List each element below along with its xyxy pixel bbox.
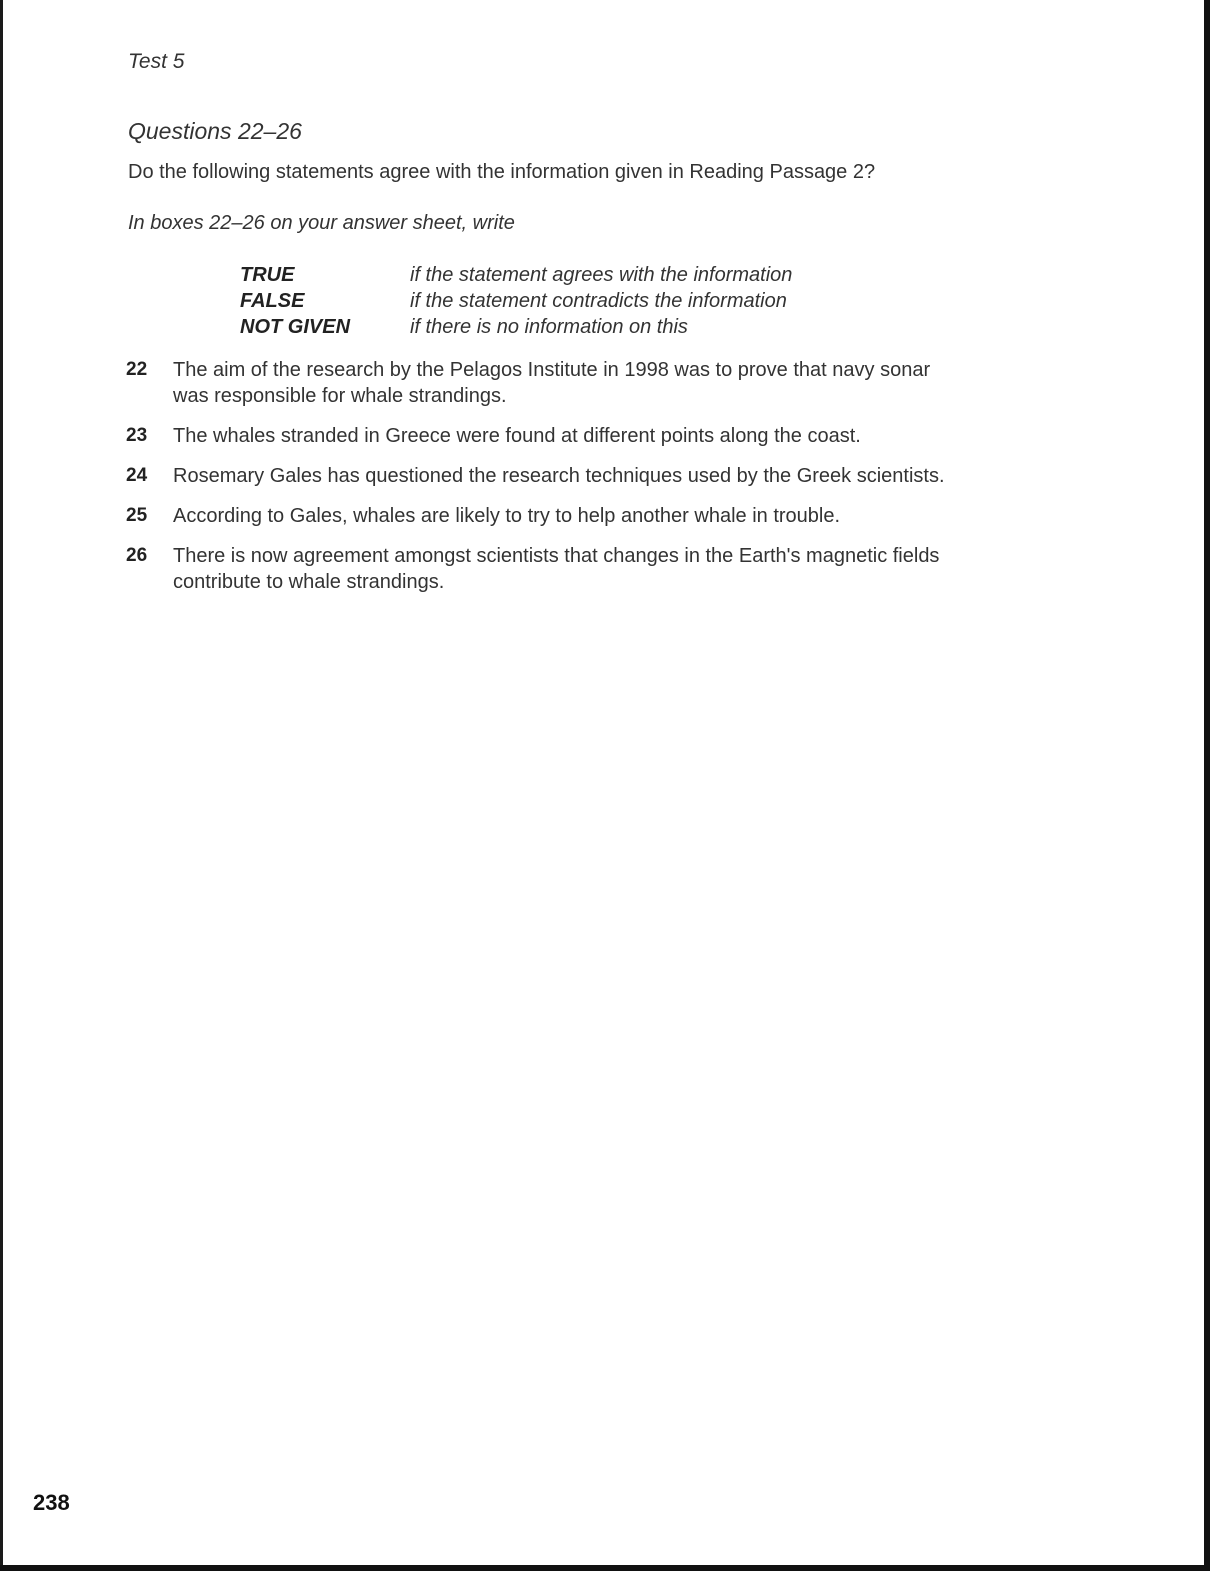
key-row-false xyxy=(240,290,792,316)
question-number: 22 xyxy=(126,359,148,380)
question-item xyxy=(126,463,966,489)
key-description: if the statement contradicts the information xyxy=(410,290,787,312)
question-number: 25 xyxy=(126,505,148,526)
scan-edge-left xyxy=(0,0,3,1571)
question-text: The whales stranded in Greece were found at different points along the coast. xyxy=(173,425,861,447)
running-head: Test 5 xyxy=(128,50,185,73)
key-label: FALSE xyxy=(240,290,305,312)
key-label: TRUE xyxy=(240,264,295,286)
scan-edge-bottom xyxy=(0,1565,1210,1571)
page-number: 238 xyxy=(33,1490,70,1515)
question-list xyxy=(126,357,966,609)
instruction-text: Do the following statements agree with the information given in Reading Passage 2? xyxy=(128,161,876,183)
question-text: According to Gales, whales are likely to try to help another whale in trouble. xyxy=(173,505,841,527)
answer-key-table xyxy=(240,264,792,342)
answer-instruction: In boxes 22–26 on your answer sheet, write xyxy=(128,212,515,234)
key-row-true xyxy=(240,264,792,290)
question-number: 23 xyxy=(126,425,148,446)
question-item xyxy=(126,357,966,409)
scan-edge-right xyxy=(1204,0,1210,1571)
key-row-not-given xyxy=(240,316,792,342)
question-text: There is now agreement amongst scientists that changes in the Earth's magnetic fields contribute to whale strandings. xyxy=(173,545,940,593)
question-text: Rosemary Gales has questioned the research techniques used by the Greek scientists. xyxy=(173,465,945,487)
key-description: if there is no information on this xyxy=(410,316,688,338)
question-item xyxy=(126,423,966,449)
question-number: 26 xyxy=(126,545,148,566)
key-label: NOT GIVEN xyxy=(240,316,351,338)
question-number: 24 xyxy=(126,465,148,486)
question-item xyxy=(126,503,966,529)
question-item xyxy=(126,543,966,595)
question-text: The aim of the research by the Pelagos Institute in 1998 was to prove that navy sonar was responsible for whale strandings. xyxy=(173,359,931,407)
key-description: if the statement agrees with the information xyxy=(410,264,793,286)
section-title: Questions 22–26 xyxy=(128,118,302,144)
